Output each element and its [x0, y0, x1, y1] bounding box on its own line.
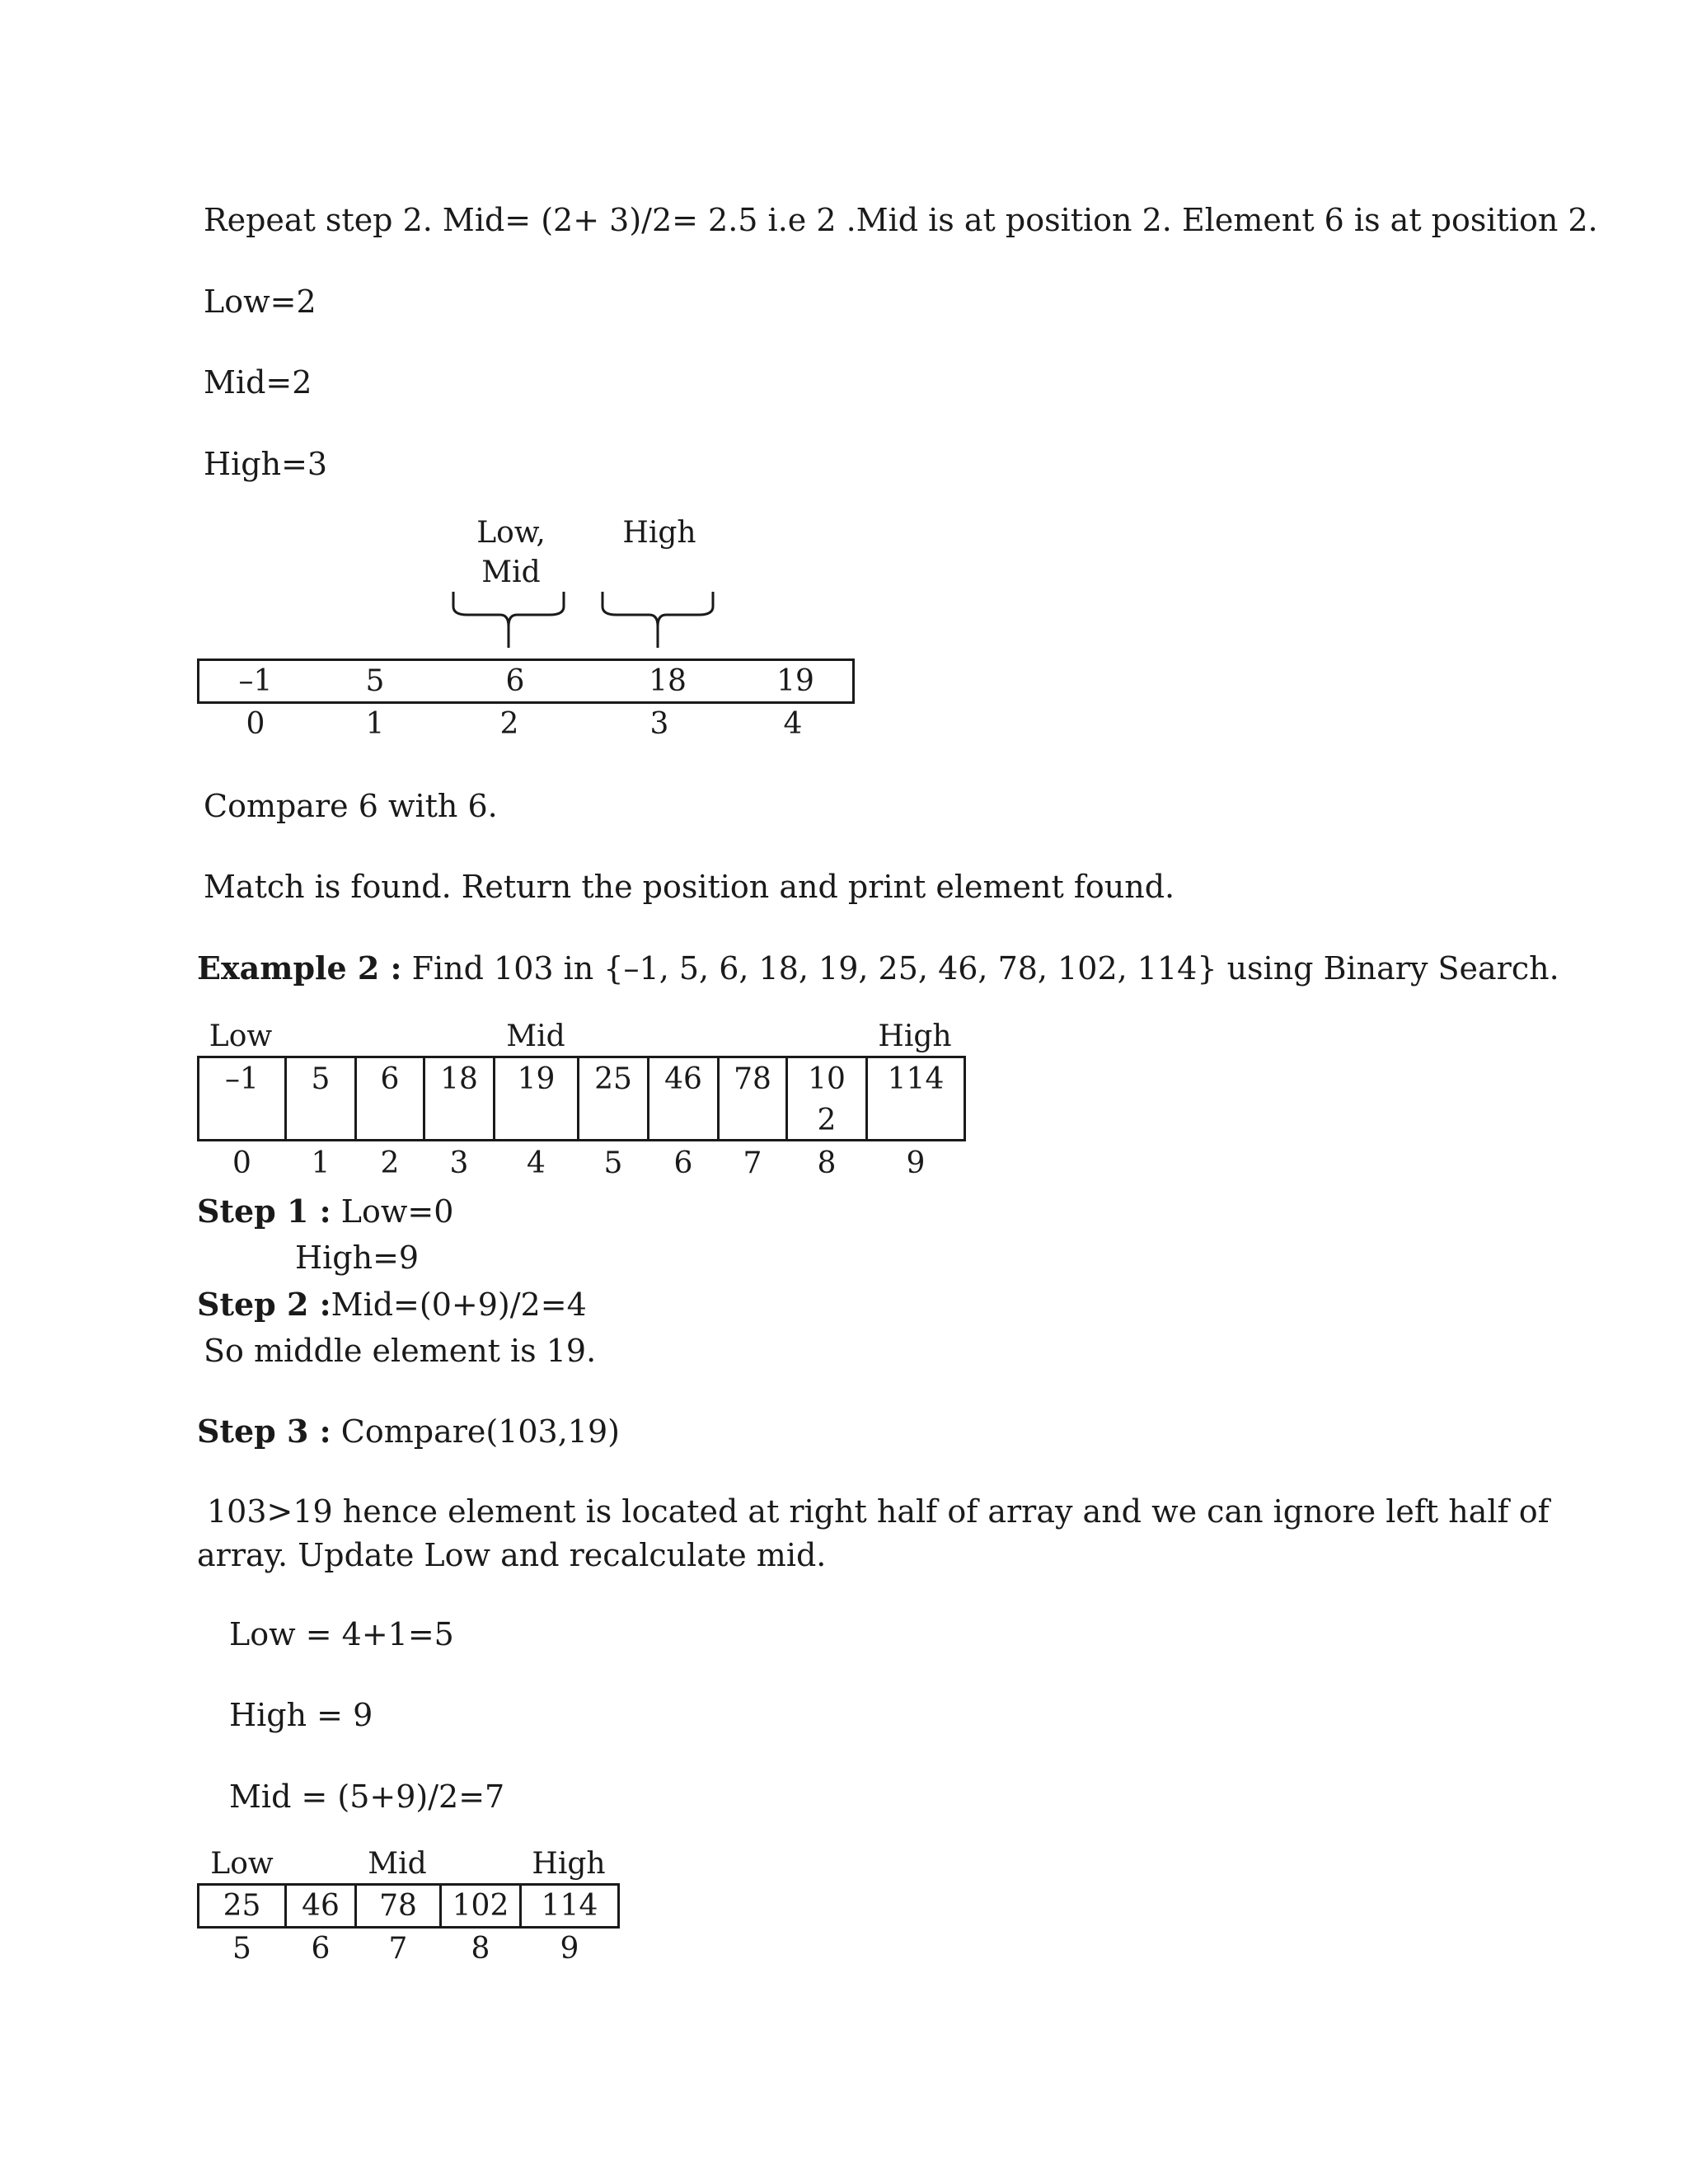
- mid-update-text: Mid = (5+9)/2=7: [229, 1779, 505, 1815]
- array-2-cell: 25: [594, 1062, 632, 1096]
- array-3-label-high: High: [532, 1847, 606, 1881]
- array-3-index: 6: [311, 1932, 331, 1966]
- array-1-cell: 18: [649, 664, 687, 698]
- example-2-heading: [197, 949, 1559, 987]
- array-2-index: 5: [603, 1146, 623, 1180]
- array-2-cell: 46: [664, 1062, 702, 1096]
- array-2-cell: 5: [311, 1062, 331, 1096]
- array-2-index: 0: [232, 1146, 251, 1180]
- step-1-low: Low=0: [331, 1193, 454, 1230]
- step-2-label: Step 2 :: [197, 1286, 331, 1323]
- array-2-index: 6: [673, 1146, 693, 1180]
- example-2-label: Example 2 :: [197, 949, 402, 987]
- array-3-cell: 78: [379, 1889, 417, 1923]
- array-2-index: 4: [527, 1146, 546, 1180]
- step-3-label: Step 3 :: [197, 1413, 331, 1450]
- high-update-text: High = 9: [229, 1697, 373, 1733]
- array-2-index: 7: [743, 1146, 762, 1180]
- array-1-index: 3: [649, 707, 669, 741]
- array-3-cell: 46: [302, 1889, 340, 1923]
- array-2-cell: –1: [225, 1062, 259, 1096]
- high-value-text: High=3: [204, 446, 328, 482]
- array-3-index: 9: [560, 1932, 579, 1966]
- array-1-cell: 19: [776, 664, 814, 698]
- array-2-cell: 6: [380, 1062, 400, 1096]
- array-2-label-low: Low: [209, 1019, 273, 1053]
- array-3-cell: 25: [223, 1889, 261, 1923]
- low-value-text: Low=2: [204, 284, 316, 320]
- array-2-index: 8: [817, 1146, 837, 1180]
- array-3-cell: 102: [452, 1889, 509, 1923]
- step-2-line: [197, 1286, 587, 1324]
- array-3-index: 7: [388, 1932, 408, 1966]
- mid-value-text: Mid=2: [204, 364, 312, 401]
- step-3-compare: Compare(103,19): [331, 1413, 620, 1450]
- step-1-label: Step 1 :: [197, 1193, 331, 1230]
- array-1-index: 1: [365, 707, 385, 741]
- array-2-index: 3: [449, 1146, 469, 1180]
- array-3-label-mid: Mid: [368, 1847, 427, 1881]
- brace-high: [600, 592, 715, 649]
- step-1-line: [197, 1193, 453, 1230]
- compare-text: Compare 6 with 6.: [204, 788, 498, 824]
- array-2-index: 9: [906, 1146, 926, 1180]
- array-1-cell: 6: [505, 664, 525, 698]
- array-1-cell: 5: [365, 664, 385, 698]
- array-2-index: 2: [380, 1146, 400, 1180]
- step-1-high: High=9: [295, 1240, 420, 1276]
- repeat-step-text: Repeat step 2. Mid= (2+ 3)/2= 2.5 i.e 2 .Mid is at position 2. Element 6 is at position 2.: [204, 202, 1598, 238]
- middle-element-text: So middle element is 19.: [204, 1333, 597, 1369]
- label-low-mid-line2: Mid: [481, 555, 541, 589]
- array-1-index: 0: [246, 707, 265, 741]
- match-found-text: Match is found. Return the position and print element found.: [204, 869, 1175, 905]
- low-update-text: Low = 4+1=5: [229, 1616, 454, 1652]
- array-3-index: 5: [232, 1932, 251, 1966]
- array-3-index: 8: [471, 1932, 490, 1966]
- array-2-cell-wrap: 2: [817, 1104, 837, 1137]
- right-half-text-line1: 103>19 hence element is located at right half of array and we can ignore left half of: [207, 1493, 1550, 1530]
- array-3-label-low: Low: [210, 1847, 274, 1881]
- label-high: High: [622, 516, 696, 550]
- array-2-index: 1: [311, 1146, 331, 1180]
- array-2-cell: 10: [808, 1062, 846, 1096]
- array-2-label-mid: Mid: [506, 1019, 565, 1053]
- brace-low-mid: [451, 592, 566, 649]
- array-3-cell: 114: [541, 1889, 598, 1923]
- array-2-cell: 18: [440, 1062, 478, 1096]
- step-3-line: [197, 1413, 620, 1451]
- array-2-cell: 78: [734, 1062, 771, 1096]
- step-2-mid: Mid=(0+9)/2=4: [331, 1286, 587, 1323]
- array-2-cell: 19: [517, 1062, 556, 1096]
- array-1-cell: –1: [238, 664, 273, 698]
- array-2-label-high: High: [878, 1019, 952, 1053]
- array-1-index: 2: [499, 707, 519, 741]
- array-1-index: 4: [783, 707, 803, 741]
- array-2-cell: 114: [887, 1062, 945, 1096]
- label-low-mid-line1: Low,: [476, 516, 546, 550]
- right-half-text-line2: array. Update Low and recalculate mid.: [197, 1537, 827, 1573]
- example-2-description: Find 103 in {–1, 5, 6, 18, 19, 25, 46, 78, 102, 114} using Binary Search.: [401, 950, 1559, 987]
